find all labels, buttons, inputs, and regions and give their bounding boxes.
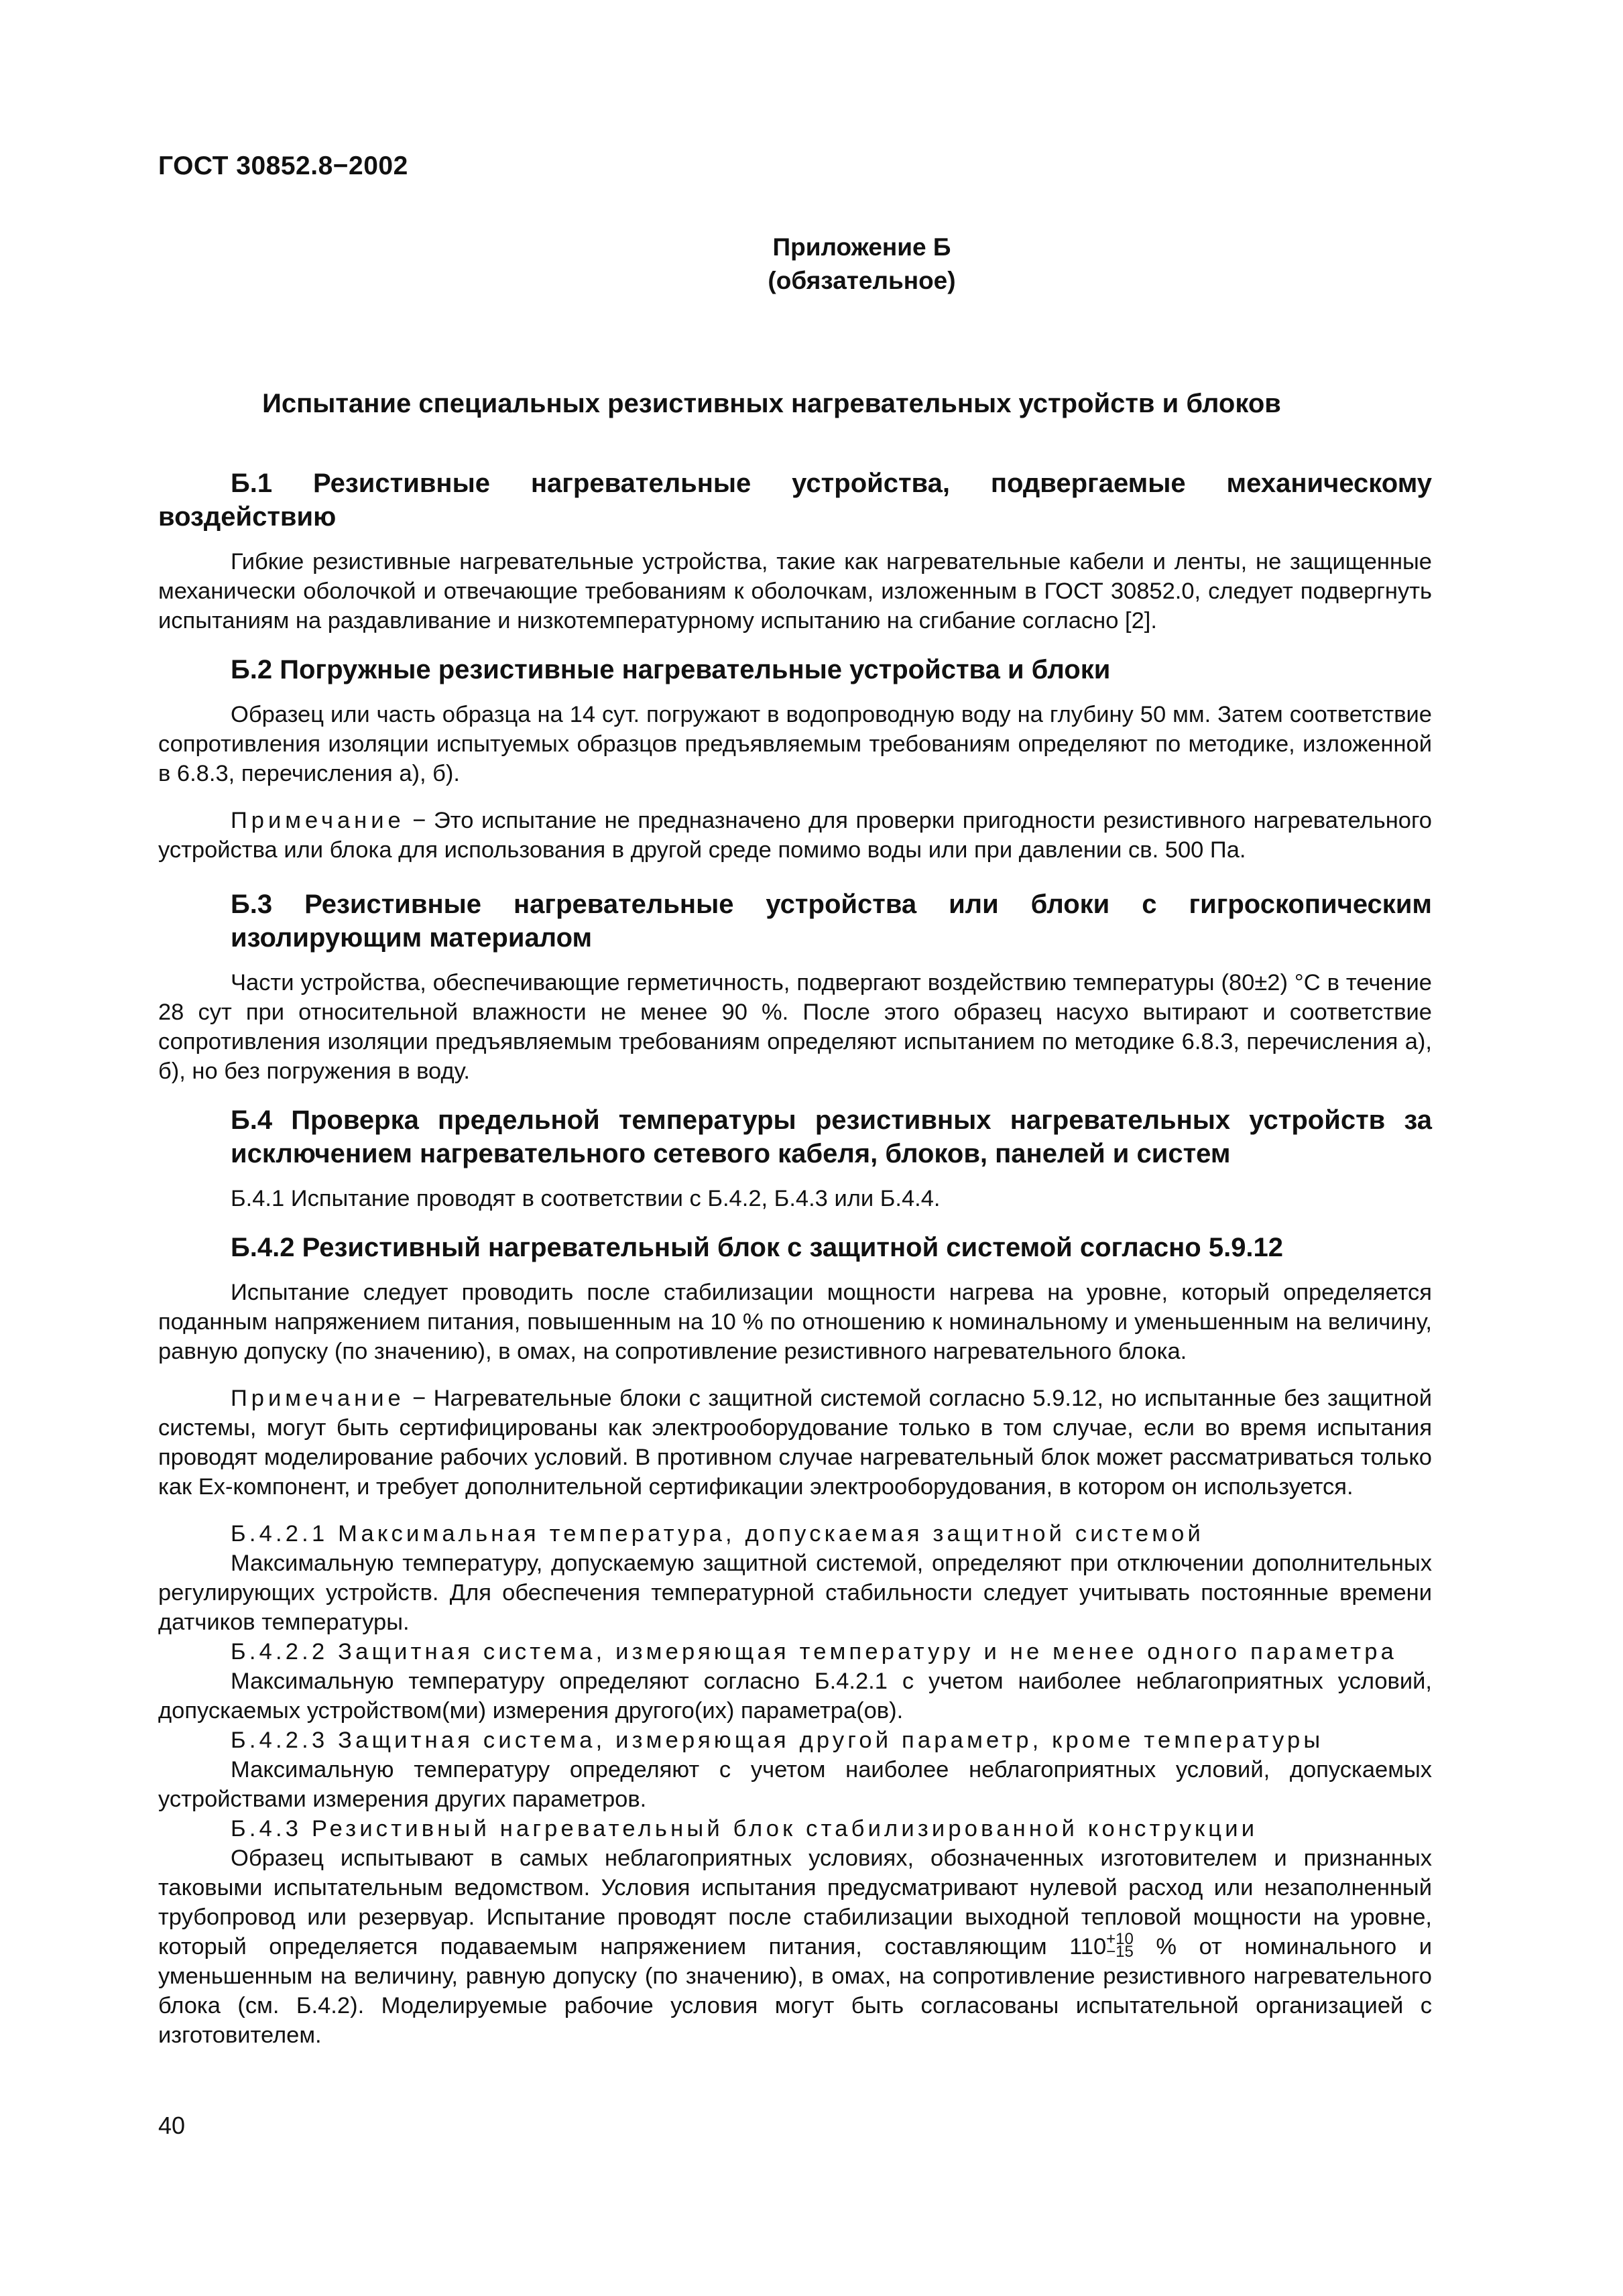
section-b4-2-2-heading: Б.4.2.2 Защитная система, измеряющая температуру и не менее одного параметра (231, 1639, 1398, 1665)
section-b3-heading: Б.3 Резистивные нагревательные устройства или блоки с гигроскопическим изолирующим материалом (231, 890, 1432, 953)
section-b4-3-text (158, 1844, 1432, 2050)
note-label: Примечание (231, 1386, 405, 1411)
section-b4-1-text: Б.4.1 Испытание проводят в соответствии с Б.4.2, Б.4.3 или Б.4.4. (231, 1186, 941, 1211)
section-b4-2-note (158, 1384, 1432, 1502)
appendix-main-title: Испытание специальных резистивных нагревательных устройств и блоков (262, 389, 1281, 418)
section-b4-2-1-heading: Б.4.2.1 Максимальная температура, допускаемая защитной системой (231, 1521, 1204, 1547)
b4-3-text-part-a: Образец испытывают в самых неблагоприятных условиях, обозначенных изготовителем и признанных таковыми испытательным ведомством. Условия испытания предусматривают нулевой расход или незаполненный трубопровод или резервуар. Испытание проводят после стабилизации выходной тепловой мощности на уровне, который определяется подаваемым напряжением питания, составляющим 110 (158, 1846, 1432, 1959)
section-b4-2-2-text: Максимальную температуру определяют согласно Б.4.2.1 с учетом наиболее неблагоприятных условий, допускаемых устройством(ми) измерения другого(их) параметра(ов). (158, 1669, 1432, 1724)
b4-3-text-part-b: % от номинального и уменьшенным на величину, равную допуску (по значению), в омах, на сопротивление резистивного нагревательного блока (см. Б.4.2). Моделируемые рабочие условия могут быть согласованы испытательной организацией с изготовителем. (158, 1934, 1432, 2048)
section-b4-2-heading: Б.4.2 Резистивный нагревательный блок с защитной системой согласно 5.9.12 (231, 1233, 1284, 1262)
tolerance-lower: −15 (1106, 1942, 1134, 1961)
note-label: Примечание (231, 808, 405, 833)
section-b1-text: Гибкие резистивные нагревательные устройства, такие как нагревательные кабели и ленты, не защищенные механически оболочкой и отвечающие требованиям к оболочкам, изложенным в ГОСТ 30852.0, следует подвергнуть испытаниям на раздавливание и низкотемпературному испытанию на сгибание согласно [2]. (158, 549, 1432, 633)
note-text: − Нагревательные блоки с защитной системой согласно 5.9.12, но испытанные без защитной системы, могут быть сертифицированы как электрооборудование только в том случае, если во время испытания проводят моделирование рабочих условий. В противном случае нагревательный блок может рассматриваться только как Ех-компонент, и требует дополнительной сертификации электрооборудования, в котором он используется. (158, 1386, 1432, 1500)
section-b3-text: Части устройства, обеспечивающие герметичность, подвергают воздействию температуры (80±2) °С в течение 28 сут при относительной влажности не менее 90 %. После этого образец насухо вытирают и соответствие сопротивления изоляции предъявляемым требованиям определяют испытанием по методике 6.8.3, перечисления а), б), но без погружения в воду. (158, 970, 1432, 1084)
section-b4-3-heading: Б.4.3 Резистивный нагревательный блок стабилизированной конструкции (231, 1816, 1258, 1841)
section-b4-2-3-text: Максимальную температуру определяют с учетом наиболее неблагоприятных условий, допускаемых устройствами измерения других параметров. (158, 1757, 1432, 1812)
section-b4-2-1-text: Максимальную температуру, допускаемую защитной системой, определяют при отключении дополнительных регулирующих устройств. Для обеспечения температурной стабильности следует учитывать постоянные времени датчиков температуры. (158, 1551, 1432, 1635)
section-b2-heading: Б.2 Погружные резистивные нагревательные устройства и блоки (231, 655, 1111, 684)
appendix-title: Приложение Б (772, 233, 951, 261)
tolerance-notation (1106, 1929, 1134, 1961)
document-body (158, 467, 1432, 2050)
section-b4-2-3-heading: Б.4.2.3 Защитная система, измеряющая другой параметр, кроме температуры (231, 1728, 1324, 1753)
appendix-label (0, 231, 1623, 298)
document-id-header: ГОСТ 30852.8−2002 (158, 152, 408, 180)
section-b2-note (158, 806, 1432, 865)
note-text: − Это испытание не предназначено для проверки пригодности резистивного нагревательного устройства или блока для использования в другой среде помимо воды или при давлении св. 500 Па. (158, 808, 1432, 863)
appendix-type: (обязательное) (768, 267, 956, 294)
section-b1-heading: Б.1 Резистивные нагревательные устройства, подвергаемые механическому воздействию (158, 469, 1432, 532)
tolerance-upper: +10 (1106, 1929, 1134, 1948)
section-b2-text: Образец или часть образца на 14 сут. погружают в водопроводную воду на глубину 50 мм. Затем соответствие сопротивления изоляции испытуемых образцов предъявляемым требованиям определяют по методике, изложенной в 6.8.3, перечисления а), б). (158, 702, 1432, 786)
section-b4-2-text: Испытание следует проводить после стабилизации мощности нагрева на уровне, который определяется поданным напряжением питания, повышенным на 10 % по отношению к номинальному и уменьшенным на величину, равную допуску (по значению), в омах, на сопротивление резистивного нагревательного блока. (158, 1280, 1432, 1364)
page-number: 40 (158, 2112, 186, 2139)
section-b4-heading: Б.4 Проверка предельной температуры резистивных нагревательных устройств за исключением нагревательного сетевого кабеля, блоков, панелей и систем (231, 1105, 1432, 1168)
